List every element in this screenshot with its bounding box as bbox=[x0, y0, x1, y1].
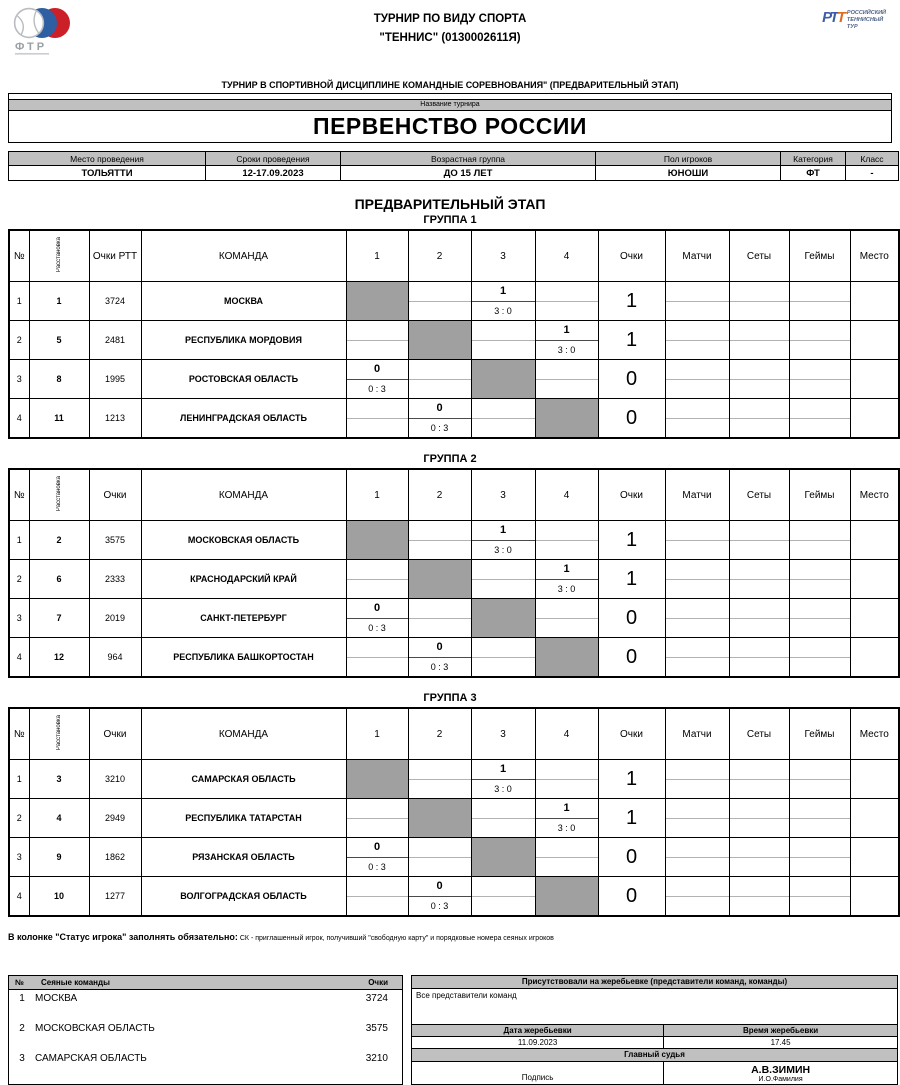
row-number: 1 bbox=[9, 760, 29, 799]
col-opponent-2-header: 2 bbox=[408, 708, 471, 760]
matches-cell bbox=[665, 638, 729, 678]
match-empty-cell bbox=[471, 638, 535, 678]
col-seed-header bbox=[29, 230, 89, 282]
diagonal-cell bbox=[346, 760, 408, 799]
match-empty-cell bbox=[346, 399, 408, 439]
col-matches-header: Матчи bbox=[665, 469, 729, 521]
info-label-category: Категория bbox=[781, 152, 846, 166]
table-row bbox=[9, 521, 899, 560]
col-matches-header: Матчи bbox=[665, 708, 729, 760]
group-table bbox=[8, 229, 900, 439]
seed-number: 2 bbox=[29, 521, 89, 560]
group-header-row bbox=[9, 230, 899, 282]
games-cell bbox=[789, 360, 850, 399]
seeded-teams-body bbox=[9, 990, 402, 1080]
rtt-points: 3210 bbox=[89, 760, 141, 799]
match-result-cell: 1 3 : 0 bbox=[535, 799, 598, 838]
match-empty-cell bbox=[471, 877, 535, 917]
seed-number: 9 bbox=[29, 838, 89, 877]
match-empty-cell bbox=[471, 321, 535, 360]
diagonal-cell bbox=[535, 399, 598, 439]
rtt-points: 1862 bbox=[89, 838, 141, 877]
col-opponent-4-header: 4 bbox=[535, 230, 598, 282]
match-empty-cell bbox=[535, 838, 598, 877]
rtt-points: 2481 bbox=[89, 321, 141, 360]
seeded-num-label: № bbox=[15, 978, 24, 987]
diagonal-cell bbox=[408, 799, 471, 838]
seed-number: 11 bbox=[29, 399, 89, 439]
footnote-rest: СК - приглашенный игрок, получивший "свободную карту" и порядковые номера сеяных игроков bbox=[237, 935, 554, 942]
group-section bbox=[0, 453, 900, 678]
col-points-header: Очки bbox=[598, 230, 665, 282]
rtt-points: 1995 bbox=[89, 360, 141, 399]
draw-date-label: Дата жеребьевки bbox=[412, 1025, 664, 1037]
info-label-gender: Пол игроков bbox=[596, 152, 781, 166]
match-empty-cell bbox=[346, 799, 408, 838]
sets-cell bbox=[729, 399, 789, 439]
draw-time-label: Время жеребьевки bbox=[664, 1025, 897, 1037]
col-points-header: Очки bbox=[598, 469, 665, 521]
games-cell bbox=[789, 877, 850, 917]
table-row bbox=[9, 321, 899, 360]
row-number: 1 bbox=[9, 521, 29, 560]
table-row bbox=[9, 760, 899, 799]
col-team-header: КОМАНДА bbox=[141, 230, 346, 282]
seeded-points-label: Очки bbox=[368, 978, 388, 987]
tournament-name-box bbox=[8, 93, 892, 143]
match-empty-cell bbox=[408, 360, 471, 399]
group-section bbox=[0, 692, 900, 917]
draw-datetime-values bbox=[412, 1037, 897, 1049]
table-row bbox=[9, 560, 899, 599]
seed-vertical-label: Расстановка bbox=[56, 236, 62, 273]
rtt-points: 2333 bbox=[89, 560, 141, 599]
games-cell bbox=[789, 638, 850, 678]
place-cell bbox=[850, 560, 899, 599]
draw-datetime-labels bbox=[412, 1025, 897, 1037]
group-points: 0 bbox=[598, 399, 665, 439]
sets-cell bbox=[729, 838, 789, 877]
col-games-header: Геймы bbox=[789, 469, 850, 521]
team-name: РЕСПУБЛИКА МОРДОВИЯ bbox=[141, 321, 346, 360]
match-result-cell: 0 0 : 3 bbox=[408, 399, 471, 439]
team-name: РОСТОВСКАЯ ОБЛАСТЬ bbox=[141, 360, 346, 399]
place-cell bbox=[850, 521, 899, 560]
matches-cell bbox=[665, 321, 729, 360]
sets-cell bbox=[729, 799, 789, 838]
match-result-cell: 1 3 : 0 bbox=[535, 321, 598, 360]
match-result-cell: 0 0 : 3 bbox=[346, 360, 408, 399]
group-header-row bbox=[9, 469, 899, 521]
seeded-team-points: 3724 bbox=[365, 993, 388, 1004]
games-cell bbox=[789, 282, 850, 321]
games-cell bbox=[789, 838, 850, 877]
match-result-cell: 1 3 : 0 bbox=[471, 521, 535, 560]
sets-cell bbox=[729, 599, 789, 638]
match-empty-cell bbox=[535, 760, 598, 799]
seeded-teams-table bbox=[8, 975, 403, 1085]
ftr-logo-text: ФТР bbox=[15, 41, 48, 53]
group-points: 1 bbox=[598, 282, 665, 321]
col-opponent-1-header: 1 bbox=[346, 708, 408, 760]
draw-time-value: 17.45 bbox=[664, 1037, 897, 1049]
col-opponent-1-header: 1 bbox=[346, 230, 408, 282]
col-opponent-1-header: 1 bbox=[346, 469, 408, 521]
group-title: ГРУППА 2 bbox=[423, 453, 477, 465]
matches-cell bbox=[665, 760, 729, 799]
sets-cell bbox=[729, 638, 789, 678]
match-result-cell: 1 3 : 0 bbox=[535, 560, 598, 599]
seeded-team-name: МОСКОВСКАЯ ОБЛАСТЬ bbox=[35, 1023, 155, 1034]
draw-table bbox=[411, 975, 898, 1085]
seeded-team-name: САМАРСКАЯ ОБЛАСТЬ bbox=[35, 1053, 147, 1064]
bottom-section bbox=[8, 975, 900, 1085]
group-title: ГРУППА 3 bbox=[423, 692, 477, 704]
seed-vertical-label: Расстановка bbox=[56, 475, 62, 512]
games-cell bbox=[789, 599, 850, 638]
group-points: 0 bbox=[598, 877, 665, 917]
match-empty-cell bbox=[408, 282, 471, 321]
tournament-header-line1: ТУРНИР ПО ВИДУ СПОРТА bbox=[373, 13, 527, 25]
col-games-header: Геймы bbox=[789, 230, 850, 282]
seeded-team-row bbox=[9, 1020, 402, 1050]
seed-number: 10 bbox=[29, 877, 89, 917]
chief-judge-header: Главный судья bbox=[412, 1049, 897, 1062]
col-opponent-3-header: 3 bbox=[471, 230, 535, 282]
info-value-category: ФТ bbox=[781, 166, 846, 181]
judge-name-sub: И.О.Фамилия bbox=[758, 1075, 803, 1083]
sets-cell bbox=[729, 360, 789, 399]
sets-cell bbox=[729, 760, 789, 799]
col-rtt-points-header: Очки РТТ bbox=[89, 230, 141, 282]
judge-name-block bbox=[664, 1062, 897, 1084]
match-empty-cell bbox=[346, 321, 408, 360]
sets-cell bbox=[729, 877, 789, 917]
group-points: 1 bbox=[598, 799, 665, 838]
info-value-age-group: ДО 15 ЛЕТ bbox=[341, 166, 596, 181]
matches-cell bbox=[665, 282, 729, 321]
diagonal-cell bbox=[408, 321, 471, 360]
seeded-team-row bbox=[9, 990, 402, 1020]
signature-area bbox=[412, 1062, 897, 1084]
place-cell bbox=[850, 399, 899, 439]
team-name: РЕСПУБЛИКА ТАТАРСТАН bbox=[141, 799, 346, 838]
table-row bbox=[9, 799, 899, 838]
games-cell bbox=[789, 321, 850, 360]
rtt-points: 2019 bbox=[89, 599, 141, 638]
sets-cell bbox=[729, 321, 789, 360]
diagonal-cell bbox=[346, 521, 408, 560]
signature-label: Подпись bbox=[412, 1062, 664, 1084]
row-number: 2 bbox=[9, 560, 29, 599]
team-name: ВОЛГОГРАДСКАЯ ОБЛАСТЬ bbox=[141, 877, 346, 917]
col-matches-header: Матчи bbox=[665, 230, 729, 282]
rtt-logo-text: РОССИЙСКИЙ ТЕННИСНЫЙ ТУР bbox=[846, 10, 886, 30]
col-place-header: Место bbox=[850, 230, 899, 282]
sets-cell bbox=[729, 282, 789, 321]
sets-cell bbox=[729, 560, 789, 599]
stage-title: ПРЕДВАРИТЕЛЬНЫЙ ЭТАП bbox=[354, 196, 546, 212]
row-number: 2 bbox=[9, 321, 29, 360]
team-name: МОСКВА bbox=[141, 282, 346, 321]
place-cell bbox=[850, 360, 899, 399]
match-empty-cell bbox=[408, 838, 471, 877]
col-sets-header: Сеты bbox=[729, 708, 789, 760]
col-opponent-4-header: 4 bbox=[535, 708, 598, 760]
seeded-team-number: 1 bbox=[19, 993, 25, 1004]
place-cell bbox=[850, 638, 899, 678]
seeded-teams-label: Сеяные команды bbox=[41, 978, 110, 987]
team-name: ЛЕНИНГРАДСКАЯ ОБЛАСТЬ bbox=[141, 399, 346, 439]
row-number: 4 bbox=[9, 399, 29, 439]
col-seed-header bbox=[29, 469, 89, 521]
rtt-logo-letters: РТТ bbox=[822, 9, 844, 26]
col-num-header: № bbox=[9, 469, 29, 521]
group-points: 0 bbox=[598, 838, 665, 877]
rtt-points: 2949 bbox=[89, 799, 141, 838]
match-empty-cell bbox=[471, 560, 535, 599]
team-name: МОСКОВСКАЯ ОБЛАСТЬ bbox=[141, 521, 346, 560]
discipline-subtitle: ТУРНИР В СПОРТИВНОЙ ДИСЦИПЛИНЕ КОМАНДНЫЕ СОРЕВНОВАНИЯ" (ПРЕДВАРИТЕЛЬНЫЙ ЭТАП) bbox=[221, 80, 679, 90]
match-empty-cell bbox=[346, 877, 408, 917]
judge-name: А.В.ЗИМИН bbox=[751, 1063, 811, 1076]
groups bbox=[0, 214, 900, 917]
group-points: 1 bbox=[598, 521, 665, 560]
team-name: РЕСПУБЛИКА БАШКОРТОСТАН bbox=[141, 638, 346, 678]
tournament-header bbox=[0, 10, 900, 48]
diagonal-cell bbox=[535, 638, 598, 678]
table-row bbox=[9, 838, 899, 877]
row-number: 4 bbox=[9, 638, 29, 678]
col-seed-header bbox=[29, 708, 89, 760]
tournament-name-caption: Название турнира bbox=[9, 100, 891, 111]
col-sets-header: Сеты bbox=[729, 230, 789, 282]
seed-number: 4 bbox=[29, 799, 89, 838]
col-opponent-4-header: 4 bbox=[535, 469, 598, 521]
seed-number: 8 bbox=[29, 360, 89, 399]
col-team-header: КОМАНДА bbox=[141, 708, 346, 760]
group-points: 1 bbox=[598, 560, 665, 599]
table-row bbox=[9, 399, 899, 439]
seeded-team-number: 2 bbox=[19, 1023, 25, 1034]
col-opponent-3-header: 3 bbox=[471, 469, 535, 521]
attendance-header: Присутствовали на жеребьевке (представители команд, команды) bbox=[412, 976, 897, 989]
seeded-team-points: 3210 bbox=[365, 1053, 388, 1064]
team-name: КРАСНОДАРСКИЙ КРАЙ bbox=[141, 560, 346, 599]
match-result-cell: 0 0 : 3 bbox=[346, 599, 408, 638]
info-value-class: - bbox=[846, 166, 899, 181]
info-value-gender: ЮНОШИ bbox=[596, 166, 781, 181]
match-empty-cell bbox=[408, 521, 471, 560]
seeded-team-name: МОСКВА bbox=[35, 993, 78, 1004]
row-number: 3 bbox=[9, 838, 29, 877]
matches-cell bbox=[665, 560, 729, 599]
seed-number: 7 bbox=[29, 599, 89, 638]
seeded-team-points: 3575 bbox=[365, 1023, 388, 1034]
seeded-team-number: 3 bbox=[19, 1053, 25, 1064]
col-rtt-points-header: Очки bbox=[89, 469, 141, 521]
diagonal-cell bbox=[346, 282, 408, 321]
rtt-points: 964 bbox=[89, 638, 141, 678]
match-empty-cell bbox=[535, 521, 598, 560]
group-table bbox=[8, 468, 900, 678]
diagonal-cell bbox=[471, 599, 535, 638]
match-empty-cell bbox=[535, 360, 598, 399]
attendance-value: Все представители команд bbox=[412, 989, 897, 1025]
rtt-points: 1277 bbox=[89, 877, 141, 917]
col-num-header: № bbox=[9, 230, 29, 282]
place-cell bbox=[850, 877, 899, 917]
group-points: 1 bbox=[598, 760, 665, 799]
team-name: САМАРСКАЯ ОБЛАСТЬ bbox=[141, 760, 346, 799]
match-empty-cell bbox=[535, 282, 598, 321]
match-empty-cell bbox=[535, 599, 598, 638]
row-number: 4 bbox=[9, 877, 29, 917]
diagonal-cell bbox=[471, 360, 535, 399]
match-result-cell: 0 0 : 3 bbox=[408, 638, 471, 678]
table-row bbox=[9, 360, 899, 399]
match-empty-cell bbox=[346, 560, 408, 599]
seeded-team-row bbox=[9, 1050, 402, 1080]
seed-number: 5 bbox=[29, 321, 89, 360]
group-section bbox=[0, 214, 900, 439]
diagonal-cell bbox=[471, 838, 535, 877]
tournament-name: ПЕРВЕНСТВО РОССИИ bbox=[313, 113, 587, 139]
seeded-teams-header bbox=[9, 976, 402, 990]
place-cell bbox=[850, 599, 899, 638]
col-num-header: № bbox=[9, 708, 29, 760]
info-label-dates: Сроки проведения bbox=[206, 152, 341, 166]
match-result-cell: 0 0 : 3 bbox=[408, 877, 471, 917]
table-row bbox=[9, 282, 899, 321]
col-place-header: Место bbox=[850, 469, 899, 521]
diagonal-cell bbox=[535, 877, 598, 917]
rtt-points: 3724 bbox=[89, 282, 141, 321]
table-row bbox=[9, 599, 899, 638]
info-label-location: Место проведения bbox=[9, 152, 206, 166]
col-opponent-3-header: 3 bbox=[471, 708, 535, 760]
group-points: 0 bbox=[598, 599, 665, 638]
matches-cell bbox=[665, 599, 729, 638]
match-empty-cell bbox=[346, 638, 408, 678]
place-cell bbox=[850, 838, 899, 877]
sets-cell bbox=[729, 521, 789, 560]
rtt-logo bbox=[822, 10, 886, 31]
match-empty-cell bbox=[408, 760, 471, 799]
info-label-class: Класс bbox=[846, 152, 899, 166]
match-result-cell: 1 3 : 0 bbox=[471, 760, 535, 799]
rtt-points: 1213 bbox=[89, 399, 141, 439]
col-place-header: Место bbox=[850, 708, 899, 760]
group-header-row bbox=[9, 708, 899, 760]
col-opponent-2-header: 2 bbox=[408, 230, 471, 282]
info-label-age-group: Возрастная группа bbox=[341, 152, 596, 166]
group-points: 1 bbox=[598, 321, 665, 360]
place-cell bbox=[850, 321, 899, 360]
group-title: ГРУППА 1 bbox=[423, 214, 477, 226]
matches-cell bbox=[665, 877, 729, 917]
tournament-header-line2: "ТЕННИС" (0130002611Я) bbox=[379, 31, 521, 44]
col-team-header: КОМАНДА bbox=[141, 469, 346, 521]
col-games-header: Геймы bbox=[789, 708, 850, 760]
group-points: 0 bbox=[598, 638, 665, 678]
row-number: 2 bbox=[9, 799, 29, 838]
page-header bbox=[0, 0, 900, 64]
match-result-cell: 0 0 : 3 bbox=[346, 838, 408, 877]
match-empty-cell bbox=[471, 799, 535, 838]
footnote bbox=[8, 932, 900, 942]
col-points-header: Очки bbox=[598, 708, 665, 760]
matches-cell bbox=[665, 360, 729, 399]
team-name: РЯЗАНСКАЯ ОБЛАСТЬ bbox=[141, 838, 346, 877]
games-cell bbox=[789, 560, 850, 599]
rtt-points: 3575 bbox=[89, 521, 141, 560]
games-cell bbox=[789, 799, 850, 838]
group-table bbox=[8, 707, 900, 917]
table-row bbox=[9, 877, 899, 917]
seed-number: 12 bbox=[29, 638, 89, 678]
col-sets-header: Сеты bbox=[729, 469, 789, 521]
place-cell bbox=[850, 799, 899, 838]
matches-cell bbox=[665, 799, 729, 838]
row-number: 3 bbox=[9, 599, 29, 638]
group-points: 0 bbox=[598, 360, 665, 399]
info-value-dates: 12-17.09.2023 bbox=[206, 166, 341, 181]
match-result-cell: 1 3 : 0 bbox=[471, 282, 535, 321]
seed-number: 3 bbox=[29, 760, 89, 799]
place-cell bbox=[850, 282, 899, 321]
table-row bbox=[9, 638, 899, 678]
matches-cell bbox=[665, 399, 729, 439]
row-number: 3 bbox=[9, 360, 29, 399]
place-cell bbox=[850, 760, 899, 799]
team-name: САНКТ-ПЕТЕРБУРГ bbox=[141, 599, 346, 638]
matches-cell bbox=[665, 838, 729, 877]
match-empty-cell bbox=[408, 599, 471, 638]
draw-date-value: 11.09.2023 bbox=[412, 1037, 664, 1049]
seed-number: 1 bbox=[29, 282, 89, 321]
row-number: 1 bbox=[9, 282, 29, 321]
info-table bbox=[8, 151, 899, 181]
col-opponent-2-header: 2 bbox=[408, 469, 471, 521]
matches-cell bbox=[665, 521, 729, 560]
info-value-location: ТОЛЬЯТТИ bbox=[9, 166, 206, 181]
seed-vertical-label: Расстановка bbox=[56, 714, 62, 751]
diagonal-cell bbox=[408, 560, 471, 599]
games-cell bbox=[789, 399, 850, 439]
col-rtt-points-header: Очки bbox=[89, 708, 141, 760]
footnote-bold: В колонке "Статус игрока" заполнять обязательно: bbox=[8, 932, 238, 942]
match-empty-cell bbox=[471, 399, 535, 439]
games-cell bbox=[789, 521, 850, 560]
games-cell bbox=[789, 760, 850, 799]
seed-number: 6 bbox=[29, 560, 89, 599]
